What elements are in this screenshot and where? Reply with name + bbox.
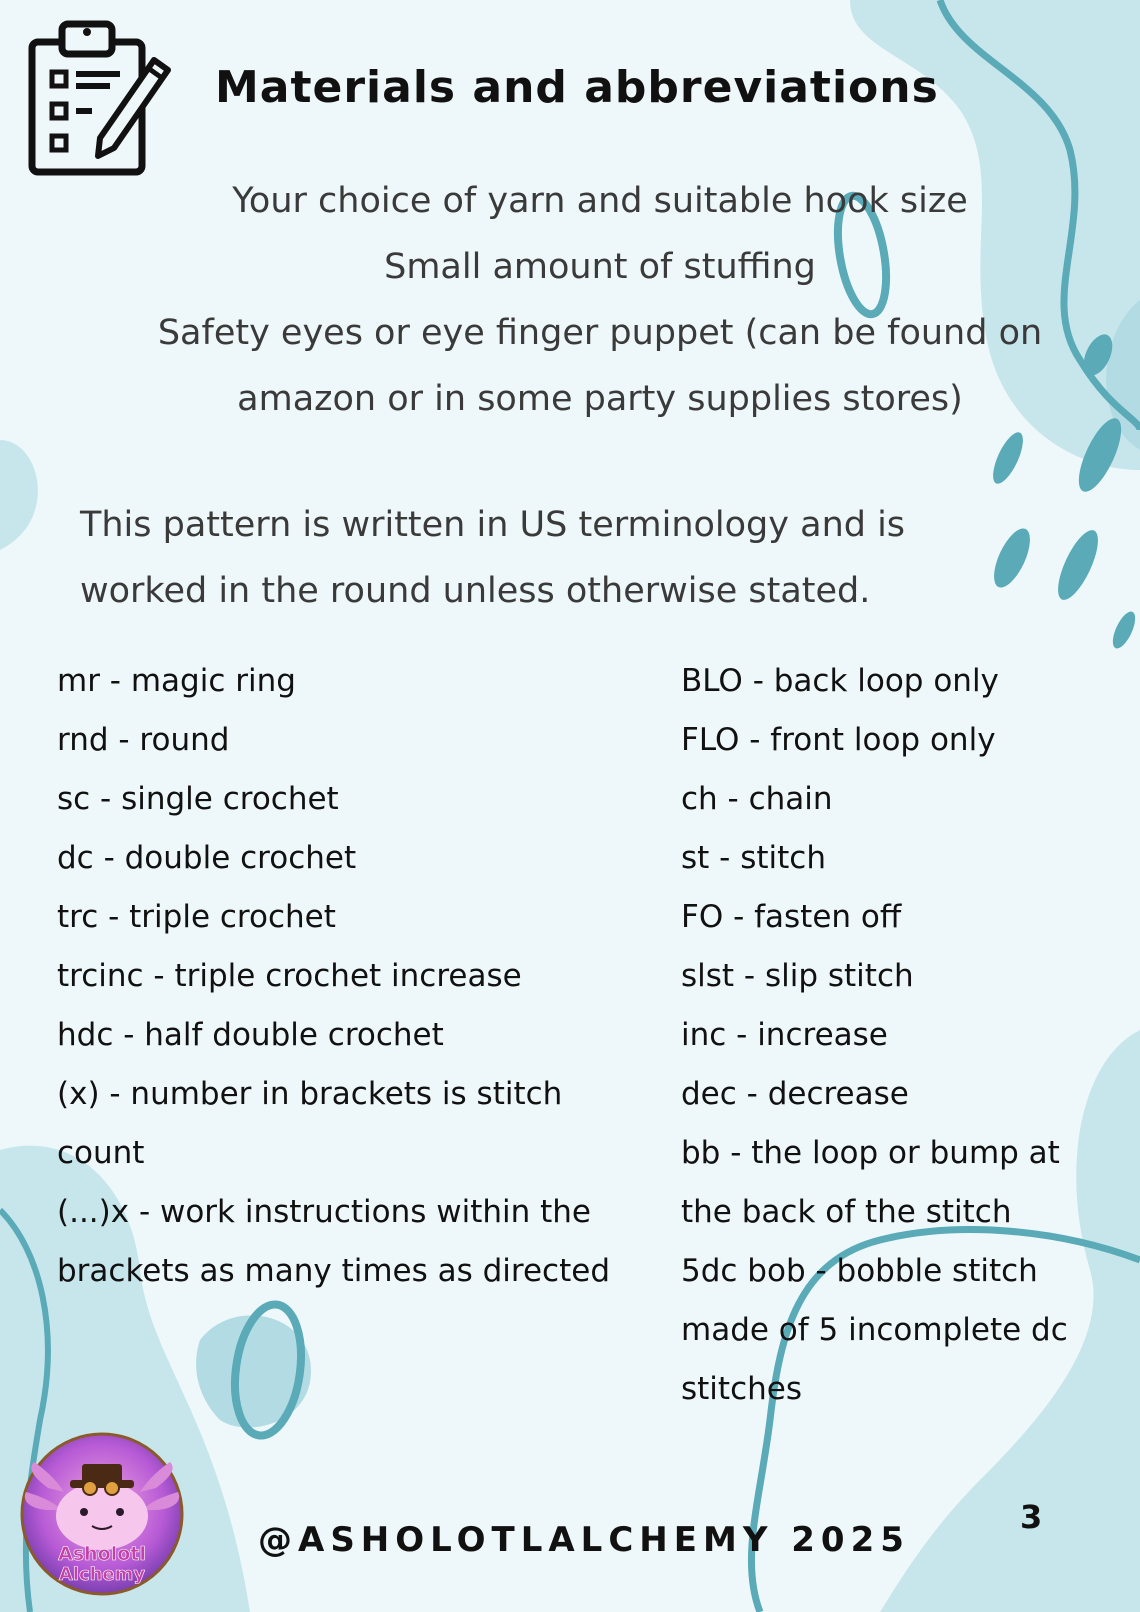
abbreviation-item: made of 5 incomplete dc — [681, 1312, 1068, 1348]
drop-4 — [1050, 525, 1106, 605]
materials-line: amazon or in some party supplies stores) — [237, 379, 963, 419]
abbreviation-item: 5dc bob - bobble stitch — [681, 1253, 1038, 1289]
abbreviation-item: the back of the stitch — [681, 1194, 1012, 1230]
abbreviation-item: ch - chain — [681, 781, 833, 817]
logo-text-line2: Alchemy — [58, 1564, 146, 1585]
abbreviation-item: inc - increase — [681, 1017, 888, 1053]
abbreviation-item: brackets as many times as directed — [57, 1253, 611, 1289]
terminology-line: This pattern is written in US terminology and is — [80, 505, 906, 545]
abbreviation-item: dc - double crochet — [57, 840, 357, 876]
materials-list — [110, 168, 1090, 432]
loop-bottom-bg — [196, 1315, 311, 1427]
drop-1 — [987, 428, 1029, 487]
abbreviation-item: st - stitch — [681, 840, 826, 876]
abbreviations-right-column — [681, 652, 1121, 1419]
terminology-note — [80, 492, 1030, 624]
abbreviation-item: trc - triple crochet — [57, 899, 336, 935]
left-mid-blob — [0, 440, 38, 550]
abbreviation-item: count — [57, 1135, 145, 1171]
abbreviation-item: rnd - round — [57, 722, 230, 758]
asholotl-alchemy-logo — [18, 1430, 186, 1598]
abbreviation-item: FLO - front loop only — [681, 722, 996, 758]
clipboard-checklist-icon — [28, 16, 176, 178]
abbreviation-item: stitches — [681, 1371, 802, 1407]
abbreviation-item: mr - magic ring — [57, 663, 296, 699]
abbreviation-item: FO - fasten off — [681, 899, 902, 935]
abbreviation-item: hdc - half double crochet — [57, 1017, 444, 1053]
logo-text-line1: Asholotl — [58, 1543, 146, 1565]
materials-line: Safety eyes or eye finger puppet (can be found on — [157, 313, 1043, 353]
abbreviation-item: (x) - number in brackets is stitch — [57, 1076, 563, 1112]
abbreviation-item: slst - slip stitch — [681, 958, 914, 994]
page-title: Materials and abbreviations — [215, 62, 939, 113]
drop-5 — [1108, 608, 1139, 651]
abbreviation-item: trcinc - triple crochet increase — [57, 958, 522, 994]
abbreviation-item: dec - decrease — [681, 1076, 909, 1112]
abbreviation-item: bb - the loop or bump at — [681, 1135, 1060, 1171]
abbreviation-item: sc - single crochet — [57, 781, 339, 817]
abbreviation-item: BLO - back loop only — [681, 663, 999, 699]
abbreviation-item: (...)x - work instructions within the — [57, 1194, 592, 1230]
terminology-line: worked in the round unless otherwise stated. — [80, 571, 871, 611]
abbreviations-left-column — [57, 652, 667, 1301]
materials-line: Small amount of stuffing — [384, 247, 816, 287]
materials-line: Your choice of yarn and suitable hook size — [232, 181, 968, 221]
page-number: 3 — [1020, 1498, 1043, 1536]
footer-handle: @ASHOLOTLALCHEMY 2025 — [258, 1520, 910, 1560]
